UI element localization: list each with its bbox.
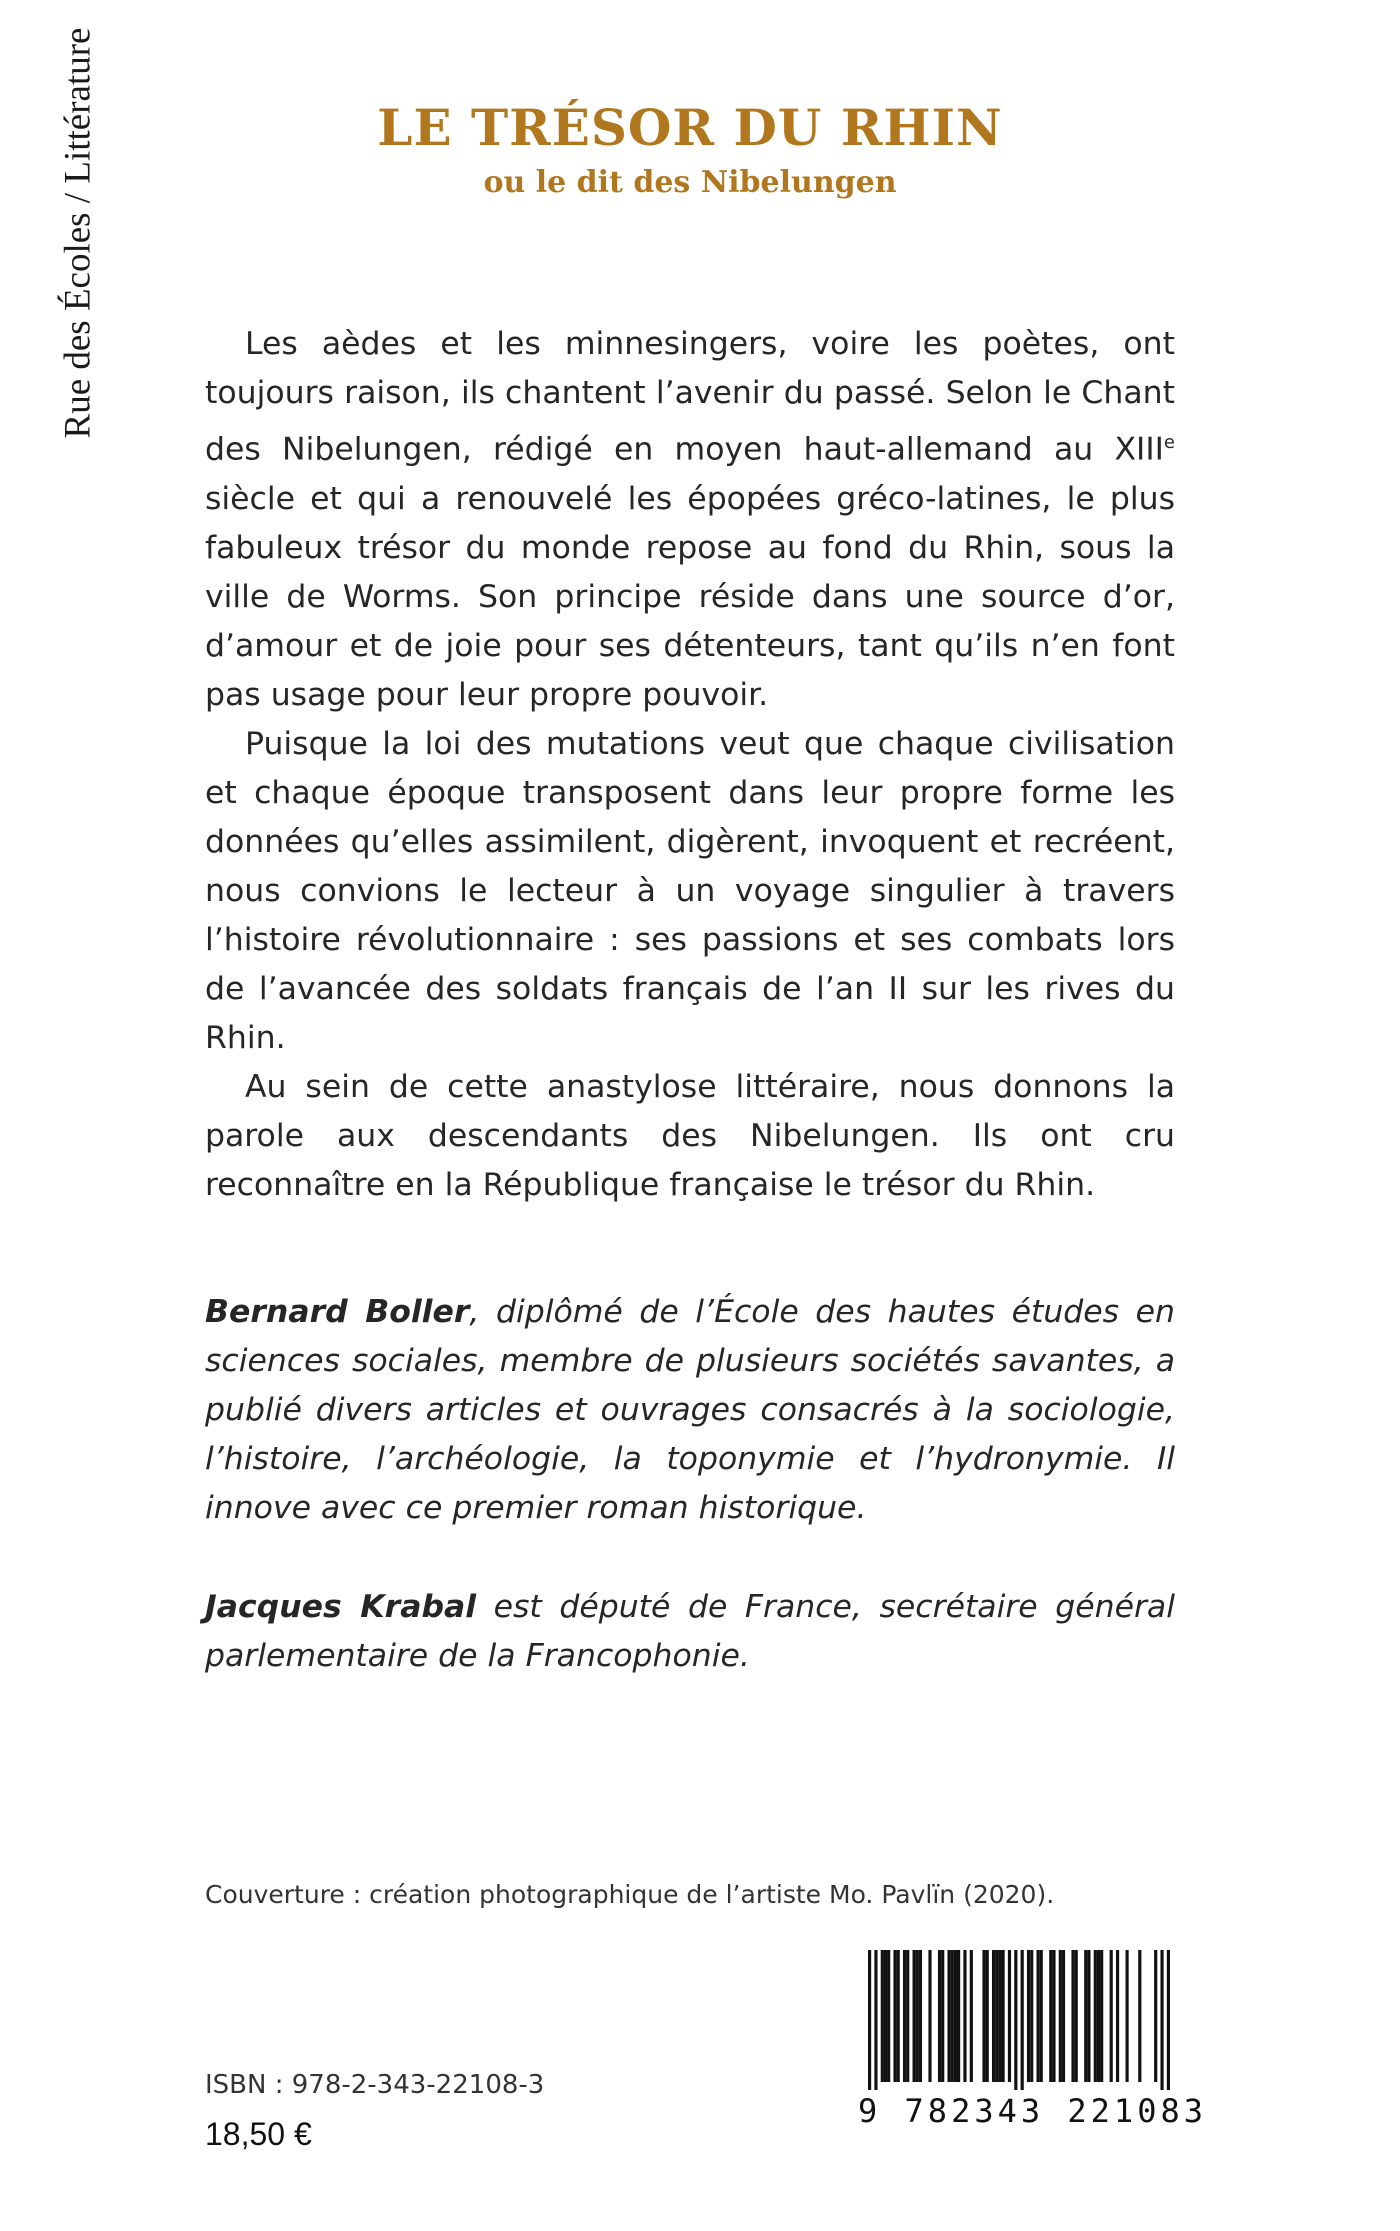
barcode-bar <box>1059 1950 1062 2082</box>
blurb-paragraph-1-text: Les aèdes et les minnesingers, voire les poètes, ont toujours raison, ils chantent l’avenir du passé. Selon le Chant des Nibelungen, rédigé en moyen haut-allemand au XIII <box>205 326 1175 468</box>
author-bio-2-text: est député de France, secrétaire général parlementaire de la Francophonie. <box>205 1589 1175 1674</box>
blurb-paragraph-2: Puisque la loi des mutations veut que chaque civilisation et chaque époque transposent dans leur propre forme les données qu’elles assimilent, digèrent, invoquent et recréent, nous convions le lecteur à un voyage singulier à travers l’histoire révolutionnaire : ses passions et ses combats lors de l’avancée des soldats français de l’an II sur les rives du Rhin. <box>205 725 1175 1056</box>
barcode-bar <box>992 1950 995 2082</box>
barcode <box>858 1950 1207 2135</box>
barcode-bar <box>954 1950 957 2082</box>
barcode-bar <box>957 1950 960 2082</box>
blurb-paragraph-1 <box>205 320 1175 720</box>
barcode-bar <box>913 1950 916 2082</box>
barcode-bar <box>1100 1950 1103 2082</box>
book-title: LE TRÉSOR DU RHIN <box>377 98 1003 157</box>
barcode-bar <box>881 1950 884 2082</box>
blurb-paragraph-3: Au sein de cette anastylose littéraire, nous donnons la parole aux descendants des Nibelungen. Ils ont cru reconnaître en la République française le trésor du Rhin. <box>205 1068 1175 1203</box>
barcode-bar <box>1030 1950 1033 2082</box>
barcode-bar <box>1097 1950 1100 2082</box>
barcode-bar <box>893 1950 896 2082</box>
barcode-bar <box>1087 1950 1090 2082</box>
barcode-bar <box>1021 1950 1024 2090</box>
barcode-bar <box>986 1950 989 2082</box>
isbn: ISBN : 978-2-343-22108-3 <box>205 2070 545 2100</box>
barcode-bar <box>998 1950 1001 2082</box>
barcode-bar <box>1154 1950 1157 2082</box>
barcode-bar <box>1138 1950 1141 2082</box>
barcode-bar <box>1040 1950 1043 2082</box>
author-name-1: Bernard Boller <box>205 1294 470 1330</box>
barcode-bar <box>928 1950 931 2082</box>
barcode-bar <box>1062 1950 1065 2082</box>
century-superscript: e <box>1163 432 1175 453</box>
barcode-bar <box>1116 1950 1119 2082</box>
barcode-bar <box>919 1950 922 2082</box>
barcode-bar <box>1036 1950 1039 2082</box>
author-bio-1 <box>205 1288 1175 1533</box>
barcode-bar <box>1084 1950 1087 2082</box>
barcode-bar <box>884 1950 887 2082</box>
barcode-bar <box>995 1950 998 2082</box>
barcode-bar <box>1049 1950 1052 2082</box>
barcode-bar <box>916 1950 919 2082</box>
barcode-bar <box>1094 1950 1097 2082</box>
series-label: Rue des Écoles / Littérature <box>57 27 99 438</box>
author-bio-1-text: , diplômé de l’École des hautes études en sciences sociales, membre de plusieurs sociétés savantes, a publié divers articles et ouvrages consacrés à la sociologie, l’histoire, l’archéologie, la toponymie et l’hydronymie. Il innove avec ce premier roman historique. <box>205 1294 1175 1526</box>
barcode-bar <box>1002 1950 1005 2082</box>
barcode-bar <box>887 1950 890 2082</box>
barcode-bar <box>1125 1950 1128 2082</box>
barcode-bar <box>906 1950 909 2082</box>
price: 18,50 € <box>205 2116 312 2152</box>
book-subtitle: ou le dit des Nibelungen <box>483 165 897 200</box>
barcode-bar <box>1167 1950 1170 2090</box>
barcode-bar <box>1160 1950 1163 2090</box>
barcode-bar <box>1008 1950 1011 2082</box>
barcode-bar <box>1027 1950 1030 2082</box>
barcode-bar <box>874 1950 877 2090</box>
barcode-bar <box>951 1950 954 2082</box>
barcode-bar <box>970 1950 973 2082</box>
barcode-bar <box>947 1950 950 2082</box>
barcode-digits: 9 782343 221083 <box>858 2092 1207 2130</box>
barcode-bar <box>1110 1950 1113 2082</box>
barcode-bar <box>963 1950 966 2082</box>
barcode-bar <box>1071 1950 1074 2082</box>
barcode-bar <box>941 1950 944 2082</box>
cover-credit: Couverture : création photographique de l’artiste Mo. Pavlïn (2020). <box>205 1880 1055 1909</box>
barcode-bar <box>897 1950 900 2082</box>
blurb-paragraph-1-text-cont: siècle et qui a renouvelé les épopées gréco-latines, le plus fabuleux trésor du monde repose au fond du Rhin, sous la ville de Worms. Son principe réside dans une source d’or, d’amour et de joie pour ses détenteurs, tant qu’ils n’en font pas usage pour leur propre pouvoir. <box>205 480 1175 713</box>
barcode-bar <box>1052 1950 1055 2082</box>
blurb <box>205 320 1175 1210</box>
barcode-bar <box>1075 1950 1078 2082</box>
barcode-bar <box>868 1950 871 2090</box>
spine-label <box>52 27 104 438</box>
barcode-bar <box>938 1950 941 2082</box>
barcode-bar <box>1014 1950 1017 2090</box>
author-name-2: Jacques Krabal <box>205 1589 477 1625</box>
barcode-bar <box>903 1950 906 2082</box>
author-bio-2 <box>205 1583 1175 1681</box>
barcode-bars <box>868 1950 1170 2090</box>
barcode-bar <box>982 1950 985 2082</box>
